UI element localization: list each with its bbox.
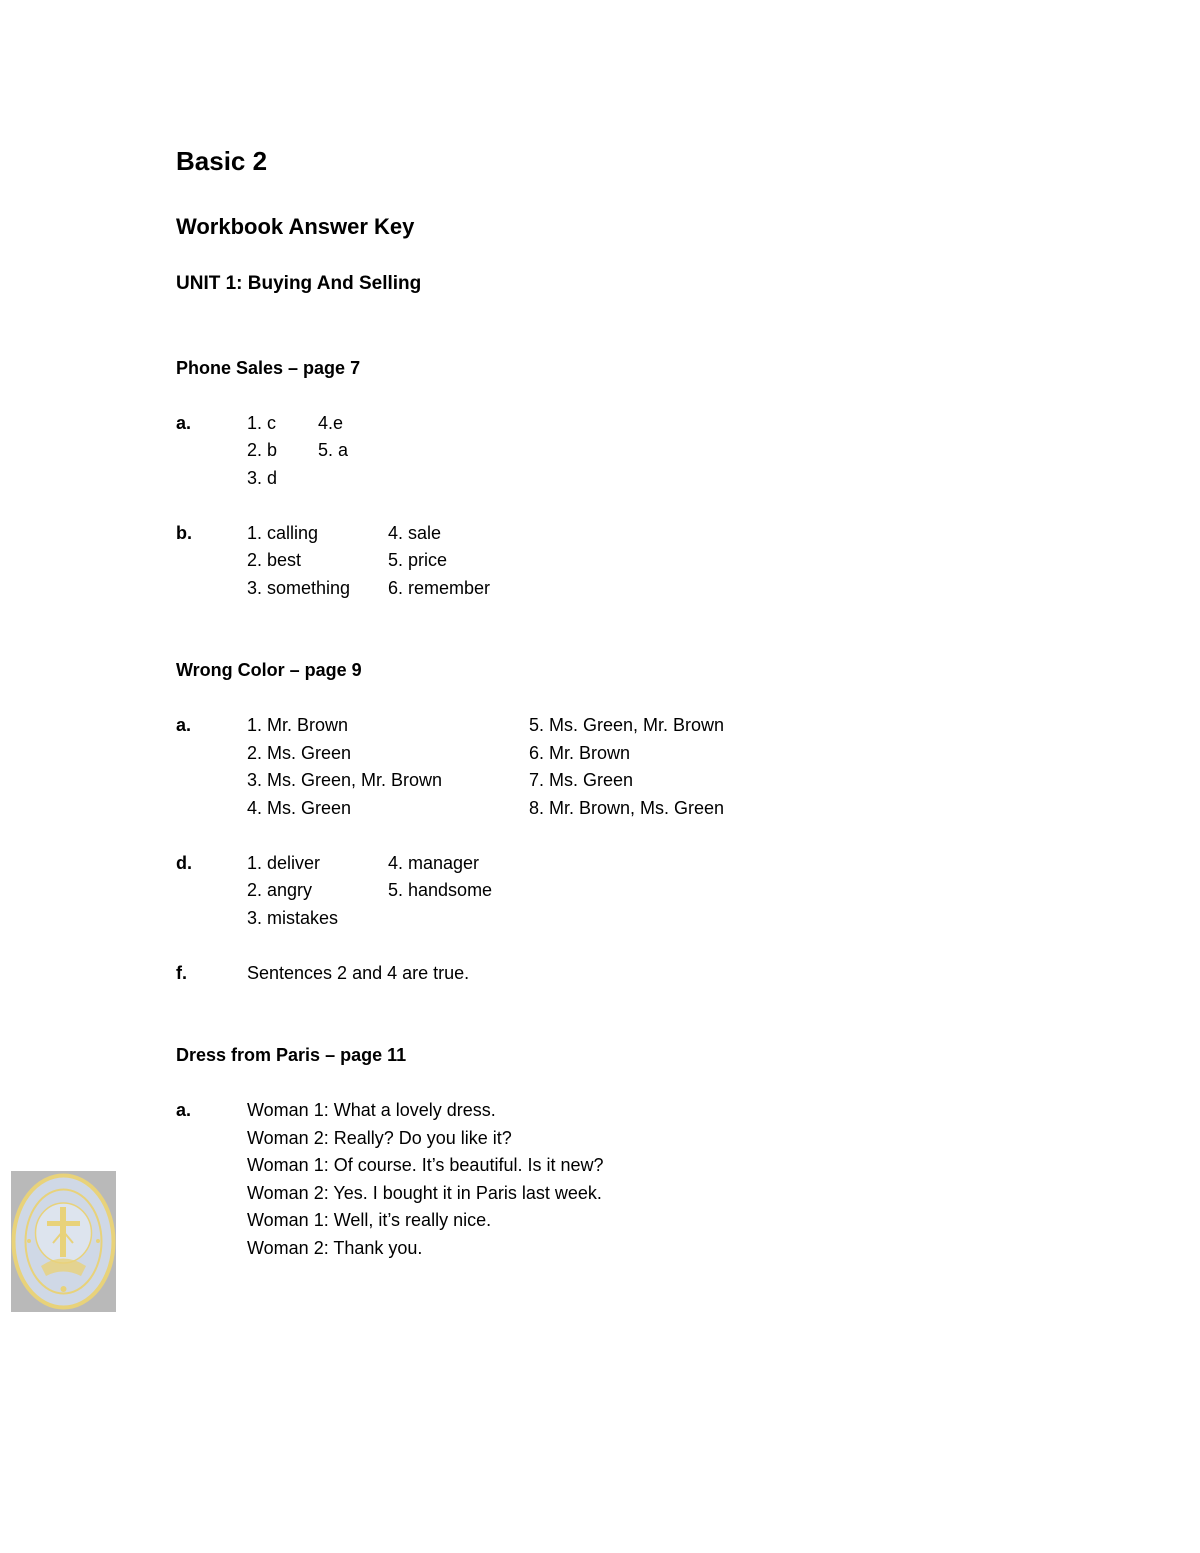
dialogue-line: Woman 2: Yes. I bought it in Paris last week. bbox=[247, 1183, 602, 1203]
answer-item: 1. c bbox=[247, 413, 277, 433]
dialogue-line: Woman 1: Well, it’s really nice. bbox=[247, 1210, 492, 1230]
answer-item: 1. calling bbox=[247, 523, 319, 543]
answer-item: 3. something bbox=[247, 578, 351, 598]
answer-sentence: Sentences 2 and 4 are true. bbox=[247, 963, 470, 983]
answer-item: 4. Ms. Green bbox=[247, 798, 352, 818]
part-label: a. bbox=[176, 715, 192, 735]
answer-item: 2. best bbox=[247, 550, 302, 570]
section-heading: Dress from Paris – page 11 bbox=[176, 1045, 407, 1065]
answer-item: 4.e bbox=[318, 413, 344, 433]
answer-item: 2. Ms. Green bbox=[247, 743, 352, 763]
answer-item: 8. Mr. Brown, Ms. Green bbox=[529, 798, 725, 818]
answer-item: 4. sale bbox=[388, 523, 442, 543]
document-title: Basic 2 bbox=[176, 146, 268, 176]
unit-heading: UNIT 1: Buying And Selling bbox=[176, 273, 422, 294]
part-label: a. bbox=[176, 1100, 192, 1120]
answer-item: 5. a bbox=[318, 440, 349, 460]
part-label: b. bbox=[176, 523, 192, 543]
answer-item: 7. Ms. Green bbox=[529, 770, 634, 790]
part-label: d. bbox=[176, 853, 192, 873]
answer-item: 2. b bbox=[247, 440, 278, 460]
answer-item: 4. manager bbox=[388, 853, 480, 873]
answer-item: 5. handsome bbox=[388, 880, 493, 900]
section-heading: Phone Sales – page 7 bbox=[176, 358, 361, 378]
answer-item: 5. price bbox=[388, 550, 448, 570]
seal-emblem-icon bbox=[11, 1171, 116, 1312]
dialogue-line: Woman 1: Of course. It’s beautiful. Is it new? bbox=[247, 1155, 604, 1175]
answer-item: 1. deliver bbox=[247, 853, 321, 873]
answer-item: 2. angry bbox=[247, 880, 313, 900]
dialogue-line: Woman 1: What a lovely dress. bbox=[247, 1100, 496, 1120]
answer-item: 1. Mr. Brown bbox=[247, 715, 349, 735]
section-heading: Wrong Color – page 9 bbox=[176, 660, 362, 680]
dialogue-line: Woman 2: Really? Do you like it? bbox=[247, 1128, 512, 1148]
document-subtitle: Workbook Answer Key bbox=[176, 214, 415, 239]
part-label: f. bbox=[176, 963, 187, 983]
dialogue-line: Woman 2: Thank you. bbox=[247, 1238, 423, 1258]
answer-item: 3. mistakes bbox=[247, 908, 339, 928]
answer-item: 6. Mr. Brown bbox=[529, 743, 631, 763]
answer-item: 5. Ms. Green, Mr. Brown bbox=[529, 715, 725, 735]
answer-item: 3. Ms. Green, Mr. Brown bbox=[247, 770, 443, 790]
part-label: a. bbox=[176, 413, 192, 433]
answer-item: 6. remember bbox=[388, 578, 491, 598]
university-seal-watermark bbox=[11, 1171, 116, 1312]
answer-item: 3. d bbox=[247, 468, 278, 488]
